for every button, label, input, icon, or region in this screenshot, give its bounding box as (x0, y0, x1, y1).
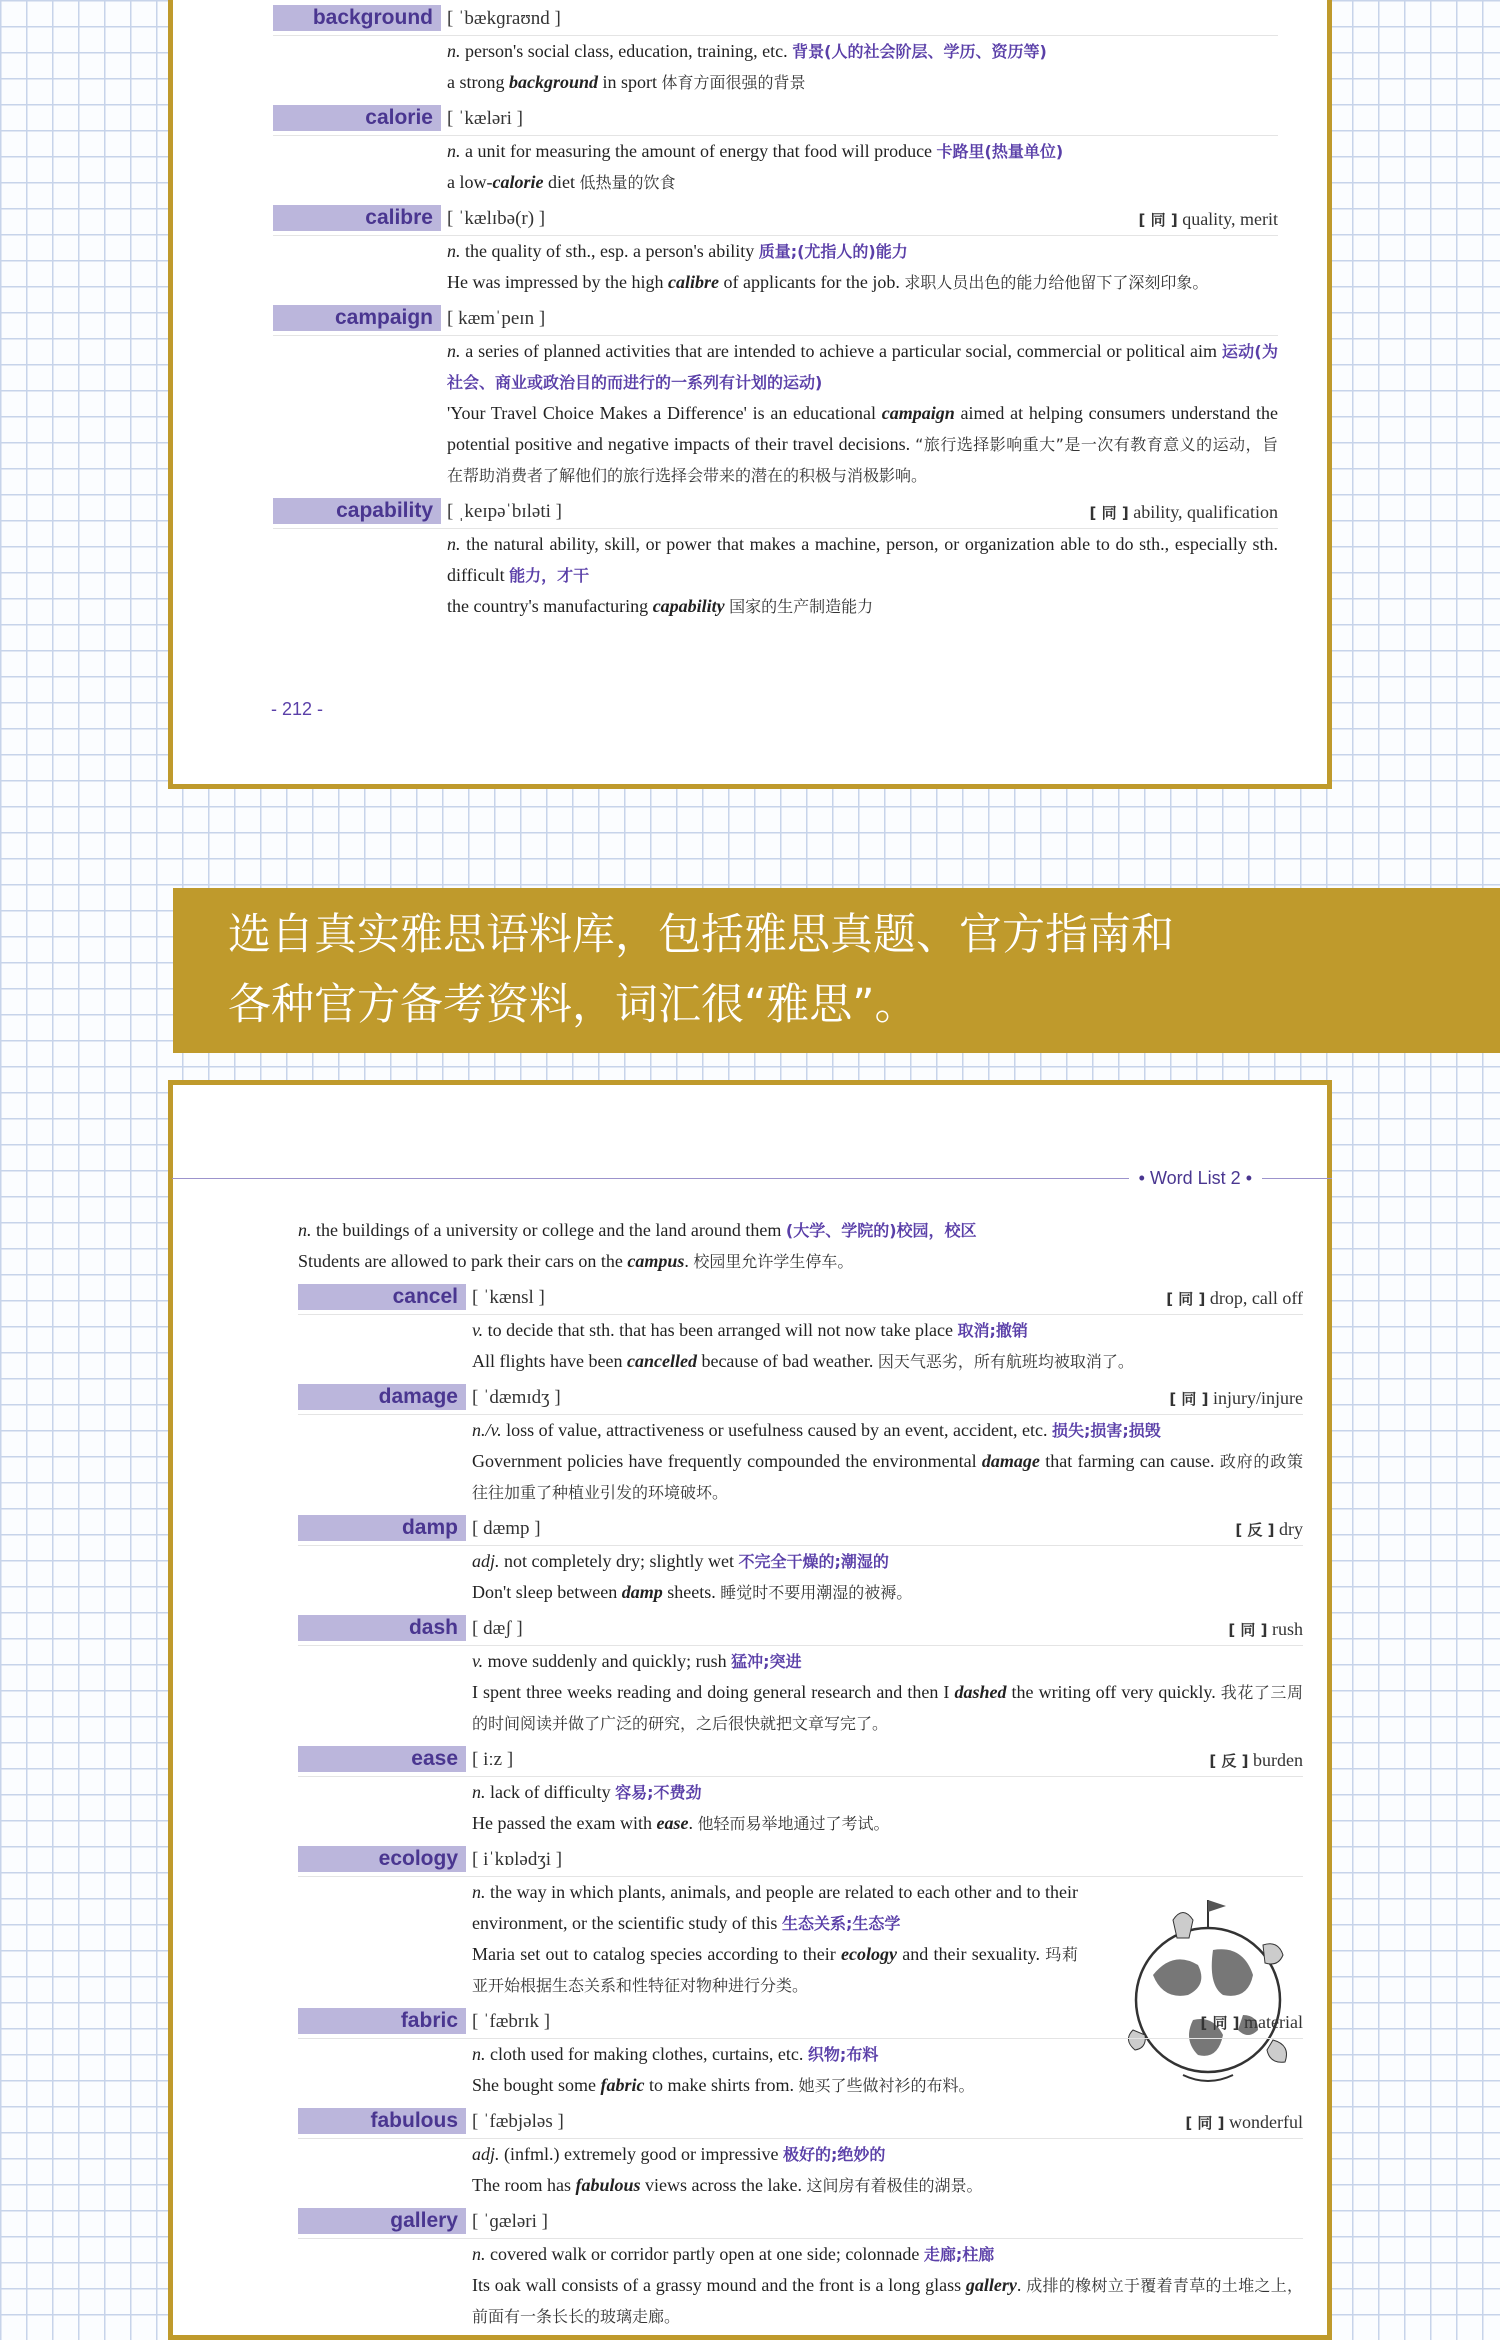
entry-header (273, 305, 1278, 336)
entry-header (298, 2108, 1303, 2139)
headword: damp (298, 1515, 466, 1541)
entry (273, 305, 1278, 491)
example: Government policies have frequently compounded the environmental damage that farming can cause. 政府的政策往往加重了种植业引发的环境破坏。 (472, 1451, 1304, 1502)
headword: damage (298, 1384, 466, 1410)
entry (273, 105, 1278, 198)
headword: capability (273, 498, 441, 524)
entry-header (273, 205, 1278, 236)
synonym-antonym (1166, 1285, 1303, 1312)
phonetic: [ ˈbækɡraʊnd ] (447, 8, 561, 29)
syn-tag: [ 同 ] (1200, 2014, 1240, 2032)
example: Its oak wall consists of a grassy mound and the front is a long glass gallery. 成排的橡树立于覆着青草的土堆之上，前面有一条长长的玻璃走廊。 (472, 2275, 1303, 2326)
page-number: - 212 - (271, 699, 324, 719)
example: The room has fabulous views across the lake. 这间房有着极佳的湖景。 (472, 2175, 983, 2195)
headword: dash (298, 1615, 466, 1641)
entry (298, 1284, 1303, 1377)
example: She bought some fabric to make shirts from. 她买了些做衬衫的布料。 (472, 2075, 975, 2095)
definition: n. the quality of sth., esp. a person's ability 质量;(尤指人的)能力 (447, 241, 908, 261)
entry-header (273, 498, 1278, 529)
definition: n. the natural ability, skill, or power that makes a machine, person, or organization able to do sth., especially sth. difficult 能力，才干 (447, 534, 1278, 585)
definition: n. cloth used for making clothes, curtains, etc. 织物;布料 (472, 2044, 879, 2064)
word-list-label: • Word List 2 • (1129, 1168, 1262, 1188)
entry-header (273, 5, 1278, 36)
phonetic: [ ˈfæbjələs ] (472, 2111, 564, 2132)
synonym-antonym (1235, 1516, 1303, 1543)
syn-tag: [ 同 ] (1185, 2114, 1225, 2132)
definition: v. move suddenly and quickly; rush 猛冲;突进 (472, 1651, 802, 1671)
synonym-antonym (1090, 499, 1278, 526)
syn-words: quality, merit (1182, 209, 1278, 229)
syn-tag: [ 同 ] (1228, 1621, 1268, 1639)
synonym-antonym (1139, 206, 1278, 233)
syn-tag: [ 同 ] (1169, 1390, 1209, 1408)
definition: n. covered walk or corridor partly open at one side; colonnade 走廊;柱廊 (472, 2244, 995, 2264)
dictionary-page-2 (168, 1080, 1332, 2340)
definition: adj. (infml.) extremely good or impressive 极好的;绝妙的 (472, 2144, 886, 2164)
example: Students are allowed to park their cars on the campus. 校园里允许学生停车。 (298, 1251, 854, 1271)
synonym-antonym (1228, 1616, 1303, 1643)
phonetic: [ iˈkɒlədʒi ] (472, 1849, 563, 1870)
entry (298, 1384, 1303, 1508)
phonetic: [ ˈdæmɪdʒ ] (472, 1387, 561, 1408)
definition: v. to decide that sth. that has been arranged will not now take place 取消;撤销 (472, 1320, 1028, 1340)
headword: calibre (273, 205, 441, 231)
entry-header (298, 1615, 1303, 1646)
phonetic: [ ˈɡæləri ] (472, 2211, 548, 2232)
syn-words: dry (1279, 1519, 1303, 1539)
definition: n. the buildings of a university or college and the land around them (大学、学院的)校园，校区 (298, 1220, 977, 1240)
continued-entry (298, 1215, 1303, 1277)
entry (298, 1846, 1303, 2001)
entry (298, 2108, 1303, 2201)
entry-header (273, 105, 1278, 136)
phonetic: [ dæmp ] (472, 1518, 541, 1539)
phonetic: [ iːz ] (472, 1749, 514, 1770)
example: Don't sleep between damp sheets. 睡觉时不要用潮湿的被褥。 (472, 1582, 913, 1602)
phonetic: [ ˈkæləri ] (447, 108, 523, 129)
word-list-header (172, 1168, 1332, 1188)
synonym-antonym (1209, 1747, 1303, 1774)
example: All flights have been cancelled because of bad weather. 因天气恶劣，所有航班均被取消了。 (472, 1351, 1134, 1371)
banner-line-2: 各种官方备考资料，词汇很“雅思”。 (228, 980, 918, 1030)
example: He was impressed by the high calibre of applicants for the job. 求职人员出色的能力给他留下了深刻印象。 (447, 272, 1209, 292)
phonetic: [ ˈkælɪbə(r) ] (447, 208, 546, 229)
promo-banner (173, 888, 1500, 1053)
entry (298, 2208, 1303, 2332)
syn-tag: [ 反 ] (1235, 1521, 1275, 1539)
entry-list (273, 5, 1278, 629)
entry (298, 1615, 1303, 1739)
example: 'Your Travel Choice Makes a Difference' is an educational campaign aimed at helping consumers understand the potential positive and negative impacts of their travel decisions. “旅行选择影响重大”是一次有教育意义的运动，旨在帮助消费者了解他们的旅行选择会带来的潜在的积极与消极影响。 (447, 403, 1278, 485)
headword: calorie (273, 105, 441, 131)
phonetic: [ dæʃ ] (472, 1618, 523, 1639)
syn-tag: [ 同 ] (1138, 211, 1178, 229)
example: I spent three weeks reading and doing general research and then I dashed the writing off very quickly. 我花了三周的时间阅读并做了广泛的研究，之后很快就把文章写完了。 (472, 1682, 1303, 1733)
phonetic: [ ˈkænsl ] (472, 1287, 545, 1308)
banner-line-1: 选自真实雅思语料库，包括雅思真题、官方指南和 (228, 910, 1174, 960)
entry-header (298, 1515, 1303, 1546)
syn-tag: [ 同 ] (1089, 504, 1129, 522)
entry-list (298, 1215, 1303, 2339)
headword: campaign (273, 305, 441, 331)
definition: adj. not completely dry; slightly wet 不完全干燥的;潮湿的 (472, 1551, 889, 1571)
entry-header (298, 1746, 1303, 1777)
entry (273, 205, 1278, 298)
phonetic: [ ˈfæbrɪk ] (472, 2011, 551, 2032)
entry-header (298, 1846, 1303, 1877)
example: He passed the exam with ease. 他轻而易举地通过了考试。 (472, 1813, 890, 1833)
syn-words: drop, call off (1209, 1288, 1303, 1308)
entry (273, 5, 1278, 98)
phonetic: [ kæmˈpeɪn ] (447, 308, 546, 329)
phonetic: [ ˌkeɪpəˈbɪləti ] (447, 501, 563, 522)
headword: fabric (298, 2008, 466, 2034)
entry (298, 2008, 1303, 2101)
syn-words: burden (1253, 1750, 1303, 1770)
syn-words: rush (1272, 1619, 1303, 1639)
definition: n. the way in which plants, animals, and people are related to each other and to their environment, or the scientific study of this 生态关系;生态学 (472, 1882, 1078, 1933)
entry (298, 1746, 1303, 1839)
synonym-antonym (1169, 1385, 1303, 1412)
syn-words: wonderful (1229, 2112, 1303, 2132)
entry-header (298, 2208, 1303, 2239)
example: the country's manufacturing capability 国家的生产制造能力 (447, 596, 874, 616)
entry-header (298, 1284, 1303, 1315)
dictionary-page-1 (168, 0, 1332, 789)
entry (273, 498, 1278, 622)
example: Maria set out to catalog species according to their ecology and their sexuality. 玛莉亚开始根据生态关系和性特征对物种进行分类。 (472, 1944, 1078, 1995)
syn-words: ability, qualification (1133, 502, 1278, 522)
definition: n. lack of difficulty 容易;不费劲 (472, 1782, 702, 1802)
synonym-antonym (1185, 2109, 1303, 2136)
definition: n. person's social class, education, training, etc. 背景(人的社会阶层、学历、资历等) (447, 41, 1047, 61)
entry (298, 1515, 1303, 1608)
example: a low-calorie diet 低热量的饮食 (447, 172, 676, 192)
syn-tag: [ 同 ] (1166, 1290, 1206, 1308)
definition: n. a series of planned activities that are intended to achieve a particular social, commercial or political aim 运动(为社会、商业或政治目的而进行的一系列有计划的运动) (447, 341, 1279, 392)
syn-words: injury/injure (1213, 1388, 1303, 1408)
headword: gallery (298, 2208, 466, 2234)
headword: background (273, 5, 441, 31)
headword: ecology (298, 1846, 466, 1872)
entry-header (298, 2008, 1303, 2039)
definition: n. a unit for measuring the amount of energy that food will produce 卡路里(热量单位) (447, 141, 1064, 161)
headword: cancel (298, 1284, 466, 1310)
entry-header (298, 1384, 1303, 1415)
headword: ease (298, 1746, 466, 1772)
example: a strong background in sport 体育方面很强的背景 (447, 72, 806, 92)
headword: fabulous (298, 2108, 466, 2134)
syn-words: material (1244, 2012, 1303, 2032)
syn-tag: [ 反 ] (1209, 1752, 1249, 1770)
definition: n./v. loss of value, attractiveness or usefulness caused by an event, accident, etc. 损失;损害;损毁 (472, 1420, 1161, 1440)
synonym-antonym (1200, 2009, 1303, 2036)
